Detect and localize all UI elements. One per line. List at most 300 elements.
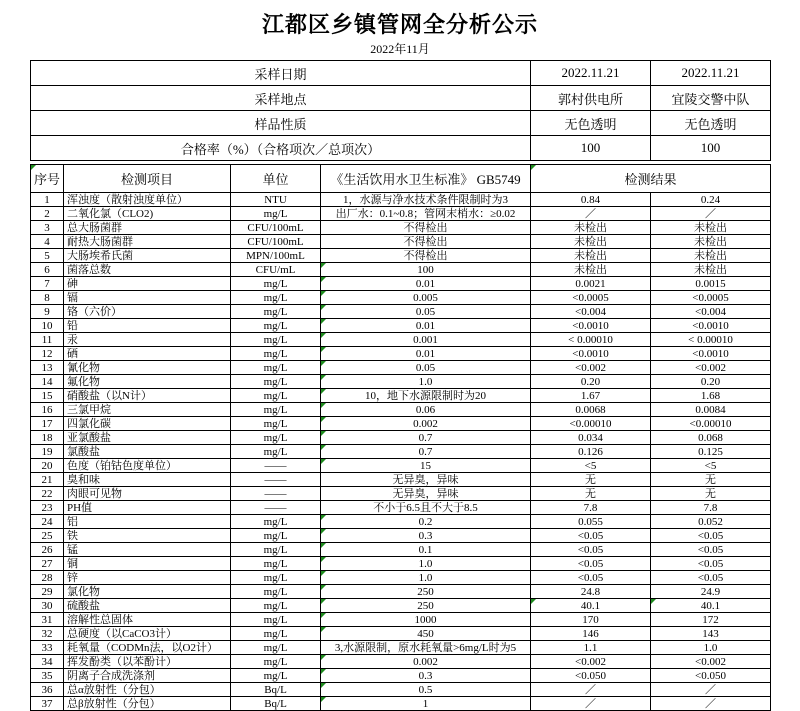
cell-unit: mg/L (231, 347, 321, 361)
info-label: 样品性质 (31, 111, 531, 136)
cell-result-1: <5 (531, 459, 651, 473)
cell-no: 5 (31, 249, 64, 263)
column-header-result-label: 检测结果 (624, 172, 677, 187)
table-row (31, 221, 771, 235)
cell-result-1: <0.00010 (531, 417, 651, 431)
cell-no: 4 (31, 235, 64, 249)
cell-unit: mg/L (231, 515, 321, 529)
cell-result-1: 未检出 (531, 249, 651, 263)
cell-standard: 不得检出 (321, 249, 531, 263)
results-tbody (31, 193, 771, 711)
cell-result-2: 0.125 (651, 445, 771, 459)
cell-result-1: <0.004 (531, 305, 651, 319)
cell-no: 24 (31, 515, 64, 529)
cell-result-1: 未检出 (531, 235, 651, 249)
cell-unit: mg/L (231, 277, 321, 291)
cell-no: 36 (31, 683, 64, 697)
cell-result-1: <0.050 (531, 669, 651, 683)
table-row (31, 683, 771, 697)
cell-unit: mg/L (231, 389, 321, 403)
cell-result-2: 1.0 (651, 641, 771, 655)
cell-result-2: 0.0015 (651, 277, 771, 291)
cell-result-2: ／ (651, 683, 771, 697)
cell-result-2: <0.0005 (651, 291, 771, 305)
cell-result-1: ／ (531, 207, 651, 221)
cell-item: 氯化物 (64, 585, 231, 599)
cell-no: 10 (31, 319, 64, 333)
info-label: 合格率（%）（合格项次／总项次） (31, 136, 531, 161)
cell-result-1: 0.84 (531, 193, 651, 207)
cell-item: 阴离子合成洗涤剂 (64, 669, 231, 683)
cell-result-2: 未检出 (651, 221, 771, 235)
cell-item: 硒 (64, 347, 231, 361)
cell-result-1: 0.034 (531, 431, 651, 445)
cell-no: 27 (31, 557, 64, 571)
table-row (31, 249, 771, 263)
cell-unit: mg/L (231, 557, 321, 571)
cell-unit: —— (231, 473, 321, 487)
cell-result-2: 无 (651, 487, 771, 501)
cell-item: 硝酸盐（以N计） (64, 389, 231, 403)
cell-result-1: 170 (531, 613, 651, 627)
cell-standard: 无异臭，异味 (321, 473, 531, 487)
cell-result-2: <0.05 (651, 571, 771, 585)
table-row (31, 599, 771, 613)
cell-no: 18 (31, 431, 64, 445)
cell-unit: mg/L (231, 305, 321, 319)
cell-unit: mg/L (231, 207, 321, 221)
cell-standard: 450 (321, 627, 531, 641)
cell-result-2: <0.002 (651, 655, 771, 669)
cell-standard: 无异臭，异味 (321, 487, 531, 501)
table-row (31, 459, 771, 473)
cell-no: 3 (31, 221, 64, 235)
cell-unit: mg/L (231, 291, 321, 305)
cell-unit: CFU/100mL (231, 235, 321, 249)
cell-item: 菌落总数 (64, 263, 231, 277)
table-row (31, 571, 771, 585)
cell-standard: 0.01 (321, 319, 531, 333)
cell-standard: 250 (321, 585, 531, 599)
cell-corner-marker-icon (321, 361, 326, 366)
cell-no: 1 (31, 193, 64, 207)
cell-no: 19 (31, 445, 64, 459)
cell-unit: mg/L (231, 641, 321, 655)
cell-result-2: 未检出 (651, 249, 771, 263)
cell-unit: mg/L (231, 613, 321, 627)
table-row (31, 417, 771, 431)
cell-corner-marker-icon (651, 599, 656, 604)
cell-corner-marker-icon (321, 543, 326, 548)
info-row (31, 136, 771, 161)
cell-result-2: 1.68 (651, 389, 771, 403)
cell-item: 铜 (64, 557, 231, 571)
table-row (31, 263, 771, 277)
cell-unit: Bq/L (231, 683, 321, 697)
table-row (31, 193, 771, 207)
cell-standard: 100 (321, 263, 531, 277)
cell-unit: mg/L (231, 571, 321, 585)
cell-item: 总β放射性（分包） (64, 697, 231, 711)
cell-standard: 0.001 (321, 333, 531, 347)
cell-unit: Bq/L (231, 697, 321, 711)
cell-unit: CFU/mL (231, 263, 321, 277)
column-header-result (531, 165, 771, 193)
cell-result-1: 0.20 (531, 375, 651, 389)
cell-corner-marker-icon (321, 515, 326, 520)
cell-unit: mg/L (231, 319, 321, 333)
cell-result-2: <0.05 (651, 557, 771, 571)
cell-result-2: 172 (651, 613, 771, 627)
column-header-standard: 《生活饮用水卫生标准》 GB5749 (321, 165, 531, 193)
cell-no: 20 (31, 459, 64, 473)
cell-corner-marker-icon (321, 347, 326, 352)
cell-corner-marker-icon (321, 459, 326, 464)
cell-no: 13 (31, 361, 64, 375)
cell-item: 硫酸盐 (64, 599, 231, 613)
cell-unit: mg/L (231, 431, 321, 445)
info-table (30, 60, 771, 161)
cell-corner-marker-icon (321, 683, 326, 688)
cell-result-2: <0.0010 (651, 347, 771, 361)
cell-result-2: < 0.00010 (651, 333, 771, 347)
table-row (31, 585, 771, 599)
cell-item: 肉眼可见物 (64, 487, 231, 501)
cell-result-1: 40.1 (531, 599, 651, 613)
cell-result-1: 0.0021 (531, 277, 651, 291)
cell-result-1: 未检出 (531, 263, 651, 277)
table-row (31, 389, 771, 403)
cell-standard: 0.3 (321, 529, 531, 543)
cell-result-1: <0.05 (531, 557, 651, 571)
cell-result-1: 0.126 (531, 445, 651, 459)
cell-no: 29 (31, 585, 64, 599)
cell-result-1: <0.05 (531, 543, 651, 557)
cell-unit: mg/L (231, 599, 321, 613)
cell-item: 臭和味 (64, 473, 231, 487)
cell-standard: 0.2 (321, 515, 531, 529)
cell-no: 12 (31, 347, 64, 361)
cell-no: 17 (31, 417, 64, 431)
cell-result-2: 未检出 (651, 235, 771, 249)
cell-item: 色度（铂钴色度单位） (64, 459, 231, 473)
cell-result-2: <0.05 (651, 543, 771, 557)
cell-unit: MPN/100mL (231, 249, 321, 263)
table-row (31, 291, 771, 305)
info-row (31, 86, 771, 111)
cell-no: 8 (31, 291, 64, 305)
cell-corner-marker-icon (321, 613, 326, 618)
info-value-1: 100 (531, 136, 651, 161)
cell-item: 总大肠菌群 (64, 221, 231, 235)
cell-corner-marker-icon (531, 165, 536, 170)
cell-no: 16 (31, 403, 64, 417)
cell-no: 34 (31, 655, 64, 669)
table-row (31, 501, 771, 515)
cell-item: 铁 (64, 529, 231, 543)
cell-item: 总硬度（以CaCO3计） (64, 627, 231, 641)
cell-standard: 1.0 (321, 571, 531, 585)
cell-unit: mg/L (231, 627, 321, 641)
cell-result-1: <0.002 (531, 655, 651, 669)
info-value-1: 2022.11.21 (531, 61, 651, 86)
cell-no: 37 (31, 697, 64, 711)
column-header-unit: 单位 (231, 165, 321, 193)
table-row (31, 235, 771, 249)
cell-item: 氰化物 (64, 361, 231, 375)
cell-corner-marker-icon (321, 277, 326, 282)
cell-standard: 出厂水：0.1~0.8；管网末梢水：≥0.02 (321, 207, 531, 221)
cell-standard: 不得检出 (321, 235, 531, 249)
table-row (31, 557, 771, 571)
cell-corner-marker-icon (531, 599, 536, 604)
cell-result-1: 无 (531, 473, 651, 487)
cell-result-2: ／ (651, 697, 771, 711)
cell-item: 二氧化氯（CLO2) (64, 207, 231, 221)
cell-no: 9 (31, 305, 64, 319)
cell-item: 铬（六价） (64, 305, 231, 319)
info-value-1: 无色透明 (531, 111, 651, 136)
table-row (31, 431, 771, 445)
cell-result-2: 7.8 (651, 501, 771, 515)
cell-no: 32 (31, 627, 64, 641)
cell-corner-marker-icon (321, 305, 326, 310)
table-row (31, 361, 771, 375)
cell-corner-marker-icon (321, 697, 326, 702)
table-row (31, 319, 771, 333)
page-subtitle: 2022年11月 (370, 42, 430, 56)
cell-unit: —— (231, 487, 321, 501)
cell-item: 三氯甲烷 (64, 403, 231, 417)
cell-no: 6 (31, 263, 64, 277)
cell-result-1: 146 (531, 627, 651, 641)
cell-corner-marker-icon (321, 669, 326, 674)
table-row (31, 375, 771, 389)
cell-corner-marker-icon (321, 529, 326, 534)
cell-item: 大肠埃希氏菌 (64, 249, 231, 263)
cell-result-2: <0.002 (651, 361, 771, 375)
cell-standard: 0.005 (321, 291, 531, 305)
cell-result-1: 1.1 (531, 641, 651, 655)
cell-corner-marker-icon (321, 445, 326, 450)
cell-corner-marker-icon (321, 291, 326, 296)
cell-no: 33 (31, 641, 64, 655)
cell-standard: 0.06 (321, 403, 531, 417)
cell-result-1: 1.67 (531, 389, 651, 403)
cell-item: 浑浊度（散射浊度单位） (64, 193, 231, 207)
cell-standard: 0.01 (321, 347, 531, 361)
cell-standard: 0.1 (321, 543, 531, 557)
cell-item: 溶解性总固体 (64, 613, 231, 627)
cell-standard: 1000 (321, 613, 531, 627)
cell-unit: mg/L (231, 403, 321, 417)
cell-item: PH值 (64, 501, 231, 515)
cell-standard: 0.002 (321, 417, 531, 431)
cell-standard: 1.0 (321, 375, 531, 389)
cell-result-2: 0.0084 (651, 403, 771, 417)
cell-result-2: 0.20 (651, 375, 771, 389)
cell-corner-marker-icon (321, 333, 326, 338)
cell-item: 氯酸盐 (64, 445, 231, 459)
info-value-2: 2022.11.21 (651, 61, 771, 86)
cell-result-1: ／ (531, 683, 651, 697)
table-row (31, 403, 771, 417)
table-row (31, 529, 771, 543)
cell-result-2: <0.05 (651, 529, 771, 543)
cell-unit: mg/L (231, 529, 321, 543)
cell-no: 7 (31, 277, 64, 291)
cell-standard: 0.01 (321, 277, 531, 291)
cell-result-1: <0.0010 (531, 319, 651, 333)
info-row (31, 61, 771, 86)
cell-standard: 1 (321, 697, 531, 711)
column-header-item: 检测项目 (64, 165, 231, 193)
cell-unit: NTU (231, 193, 321, 207)
cell-result-2: 0.052 (651, 515, 771, 529)
cell-result-2: 143 (651, 627, 771, 641)
cell-result-1: < 0.00010 (531, 333, 651, 347)
cell-standard: 0.7 (321, 431, 531, 445)
cell-standard: 10，地下水源限制时为20 (321, 389, 531, 403)
cell-item: 氟化物 (64, 375, 231, 389)
cell-standard: 不小于6.5且不大于8.5 (321, 501, 531, 515)
cell-unit: mg/L (231, 361, 321, 375)
cell-corner-marker-icon (321, 417, 326, 422)
cell-result-2: <0.00010 (651, 417, 771, 431)
cell-unit: CFU/100mL (231, 221, 321, 235)
cell-corner-marker-icon (321, 263, 326, 268)
cell-result-2: <0.050 (651, 669, 771, 683)
table-row (31, 333, 771, 347)
cell-result-2: 0.068 (651, 431, 771, 445)
cell-item: 耗氧量（CODMn法，以O2计） (64, 641, 231, 655)
cell-item: 镉 (64, 291, 231, 305)
cell-result-2: ／ (651, 207, 771, 221)
cell-standard: 不得检出 (321, 221, 531, 235)
cell-item: 耐热大肠菌群 (64, 235, 231, 249)
cell-result-1: <0.0005 (531, 291, 651, 305)
cell-result-1: 24.8 (531, 585, 651, 599)
info-value-1: 郭村供电所 (531, 86, 651, 111)
table-row (31, 277, 771, 291)
column-header-no (31, 165, 64, 193)
cell-unit: mg/L (231, 585, 321, 599)
cell-standard: 0.3 (321, 669, 531, 683)
cell-standard: 1，水源与净水技术条件限制时为3 (321, 193, 531, 207)
cell-corner-marker-icon (321, 585, 326, 590)
cell-item: 砷 (64, 277, 231, 291)
cell-result-1: <0.0010 (531, 347, 651, 361)
cell-standard: 1.0 (321, 557, 531, 571)
cell-no: 28 (31, 571, 64, 585)
cell-corner-marker-icon (321, 319, 326, 324)
cell-standard: 0.7 (321, 445, 531, 459)
cell-result-2: 未检出 (651, 263, 771, 277)
cell-unit: mg/L (231, 375, 321, 389)
table-row (31, 655, 771, 669)
cell-item: 亚氯酸盐 (64, 431, 231, 445)
cell-unit: —— (231, 459, 321, 473)
results-table (30, 164, 771, 711)
table-row (31, 487, 771, 501)
column-header-no-label: 序号 (33, 172, 60, 187)
cell-standard: 0.5 (321, 683, 531, 697)
table-row (31, 641, 771, 655)
cell-result-1: 7.8 (531, 501, 651, 515)
table-row (31, 543, 771, 557)
info-label: 采样日期 (31, 61, 531, 86)
cell-no: 31 (31, 613, 64, 627)
table-row (31, 515, 771, 529)
info-value-2: 宜陵交警中队 (651, 86, 771, 111)
cell-standard: 3,水源限制，原水耗氧量>6mg/L时为5 (321, 641, 531, 655)
table-row (31, 305, 771, 319)
cell-unit: —— (231, 501, 321, 515)
cell-item: 四氯化碳 (64, 417, 231, 431)
cell-item: 汞 (64, 333, 231, 347)
cell-standard: 0.05 (321, 305, 531, 319)
cell-result-2: <0.0010 (651, 319, 771, 333)
cell-unit: mg/L (231, 655, 321, 669)
cell-no: 11 (31, 333, 64, 347)
info-value-2: 100 (651, 136, 771, 161)
cell-result-1: 未检出 (531, 221, 651, 235)
cell-no: 21 (31, 473, 64, 487)
cell-corner-marker-icon (31, 165, 36, 170)
cell-unit: mg/L (231, 417, 321, 431)
cell-corner-marker-icon (321, 389, 326, 394)
info-row (31, 111, 771, 136)
cell-result-2: <5 (651, 459, 771, 473)
table-row (31, 347, 771, 361)
cell-corner-marker-icon (321, 431, 326, 436)
cell-result-2: 无 (651, 473, 771, 487)
cell-result-2: 24.9 (651, 585, 771, 599)
cell-item: 铝 (64, 515, 231, 529)
cell-unit: mg/L (231, 669, 321, 683)
cell-result-1: <0.05 (531, 529, 651, 543)
info-tbody (31, 61, 771, 161)
cell-no: 26 (31, 543, 64, 557)
cell-corner-marker-icon (321, 403, 326, 408)
cell-result-1: ／ (531, 697, 651, 711)
cell-corner-marker-icon (321, 599, 326, 604)
column-header-row (31, 165, 771, 193)
cell-item: 锌 (64, 571, 231, 585)
info-value-2: 无色透明 (651, 111, 771, 136)
cell-unit: mg/L (231, 333, 321, 347)
cell-result-1: <0.05 (531, 571, 651, 585)
cell-standard: 0.05 (321, 361, 531, 375)
cell-unit: mg/L (231, 445, 321, 459)
cell-no: 15 (31, 389, 64, 403)
cell-item: 铅 (64, 319, 231, 333)
table-row (31, 473, 771, 487)
cell-corner-marker-icon (321, 571, 326, 576)
cell-standard: 250 (321, 599, 531, 613)
cell-no: 22 (31, 487, 64, 501)
cell-result-1: 0.055 (531, 515, 651, 529)
cell-result-2: 0.24 (651, 193, 771, 207)
table-row (31, 445, 771, 459)
cell-no: 2 (31, 207, 64, 221)
table-row (31, 669, 771, 683)
cell-result-1: <0.002 (531, 361, 651, 375)
cell-result-1: 0.0068 (531, 403, 651, 417)
cell-corner-marker-icon (321, 627, 326, 632)
table-row (31, 697, 771, 711)
cell-result-2: 40.1 (651, 599, 771, 613)
